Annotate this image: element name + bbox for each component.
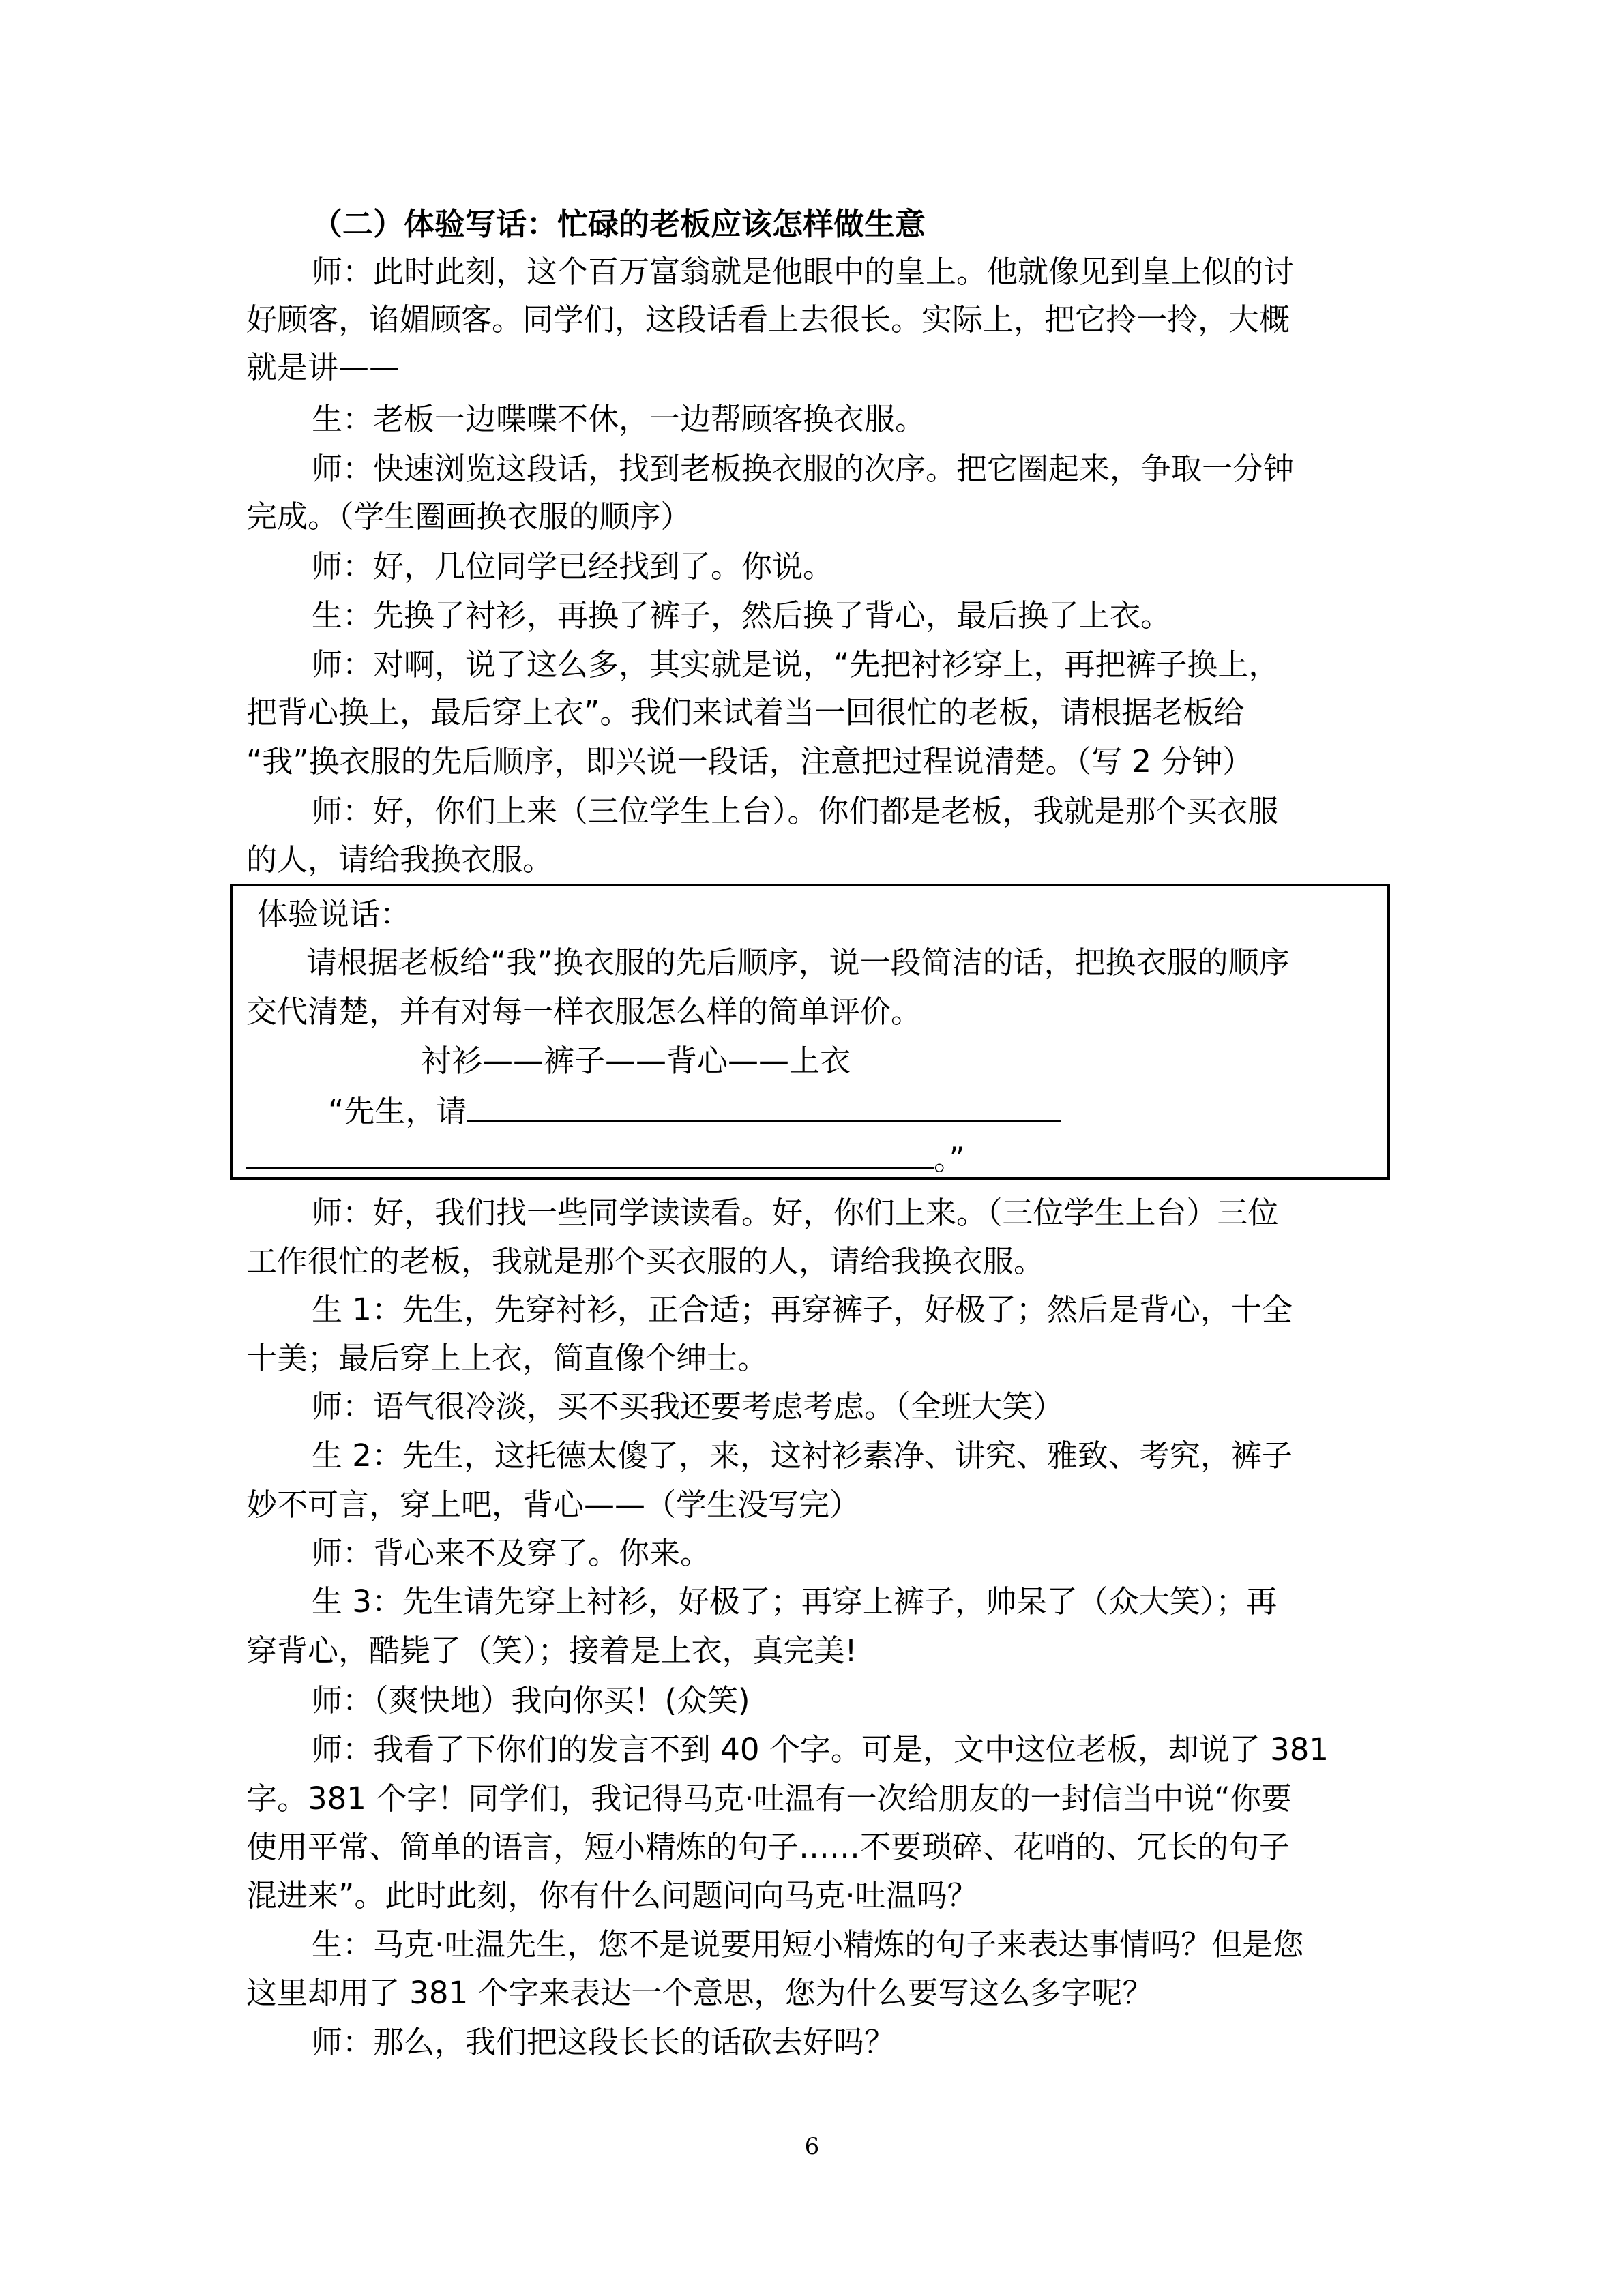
paragraph-line: 的人，请给我换衣服。 [246, 841, 554, 878]
paragraph-line: 工作很忙的老板，我就是那个买衣服的人，请给我换衣服。 [246, 1243, 1045, 1279]
paragraph-line: 完成。（学生圈画换衣服的顺序） [246, 498, 692, 535]
paragraph-line: 师：好，几位同学已经找到了。你说。 [312, 548, 834, 584]
paragraph-line: 师：语气很冷淡，买不买我还要考虑考虑。（全班大笑） [312, 1388, 1064, 1425]
paragraph-line: 师：那么，我们把这段长长的话砍去好吗？ [312, 2024, 896, 2060]
paragraph-line: 把背心换上，最后穿上衣”。我们来试着当一回很忙的老板，请根据老板给 [246, 694, 1245, 730]
paragraph-line: 好顾客，谄媚顾客。同学们，这段话看上去很长。实际上，把它拎一拎，大概 [246, 301, 1290, 338]
answer-prompt-end [246, 1137, 965, 1180]
paragraph-line: 师：背心来不及穿了。你来。 [312, 1535, 711, 1571]
paragraph-line: 师：好，你们上来（三位学生上台）。你们都是老板，我就是那个买衣服 [312, 793, 1279, 829]
paragraph-line: 生：马克·吐温先生，您不是说要用短小精炼的句子来表达事情吗？但是您 [312, 1926, 1304, 1963]
paragraph-line: 师：我看了下你们的发言不到 40 个字。可是，文中这位老板，却说了 381 [312, 1731, 1329, 1768]
paragraph-line: 妙不可言，穿上吧，背心——（学生没写完） [246, 1487, 861, 1523]
paragraph-line: 十美；最后穿上上衣，简直像个绅士。 [246, 1340, 769, 1376]
paragraph-line: 生：先换了衬衫，再换了裤子，然后换了背心，最后换了上衣。 [312, 597, 1172, 633]
paragraph-line: 生 2：先生，这托德太傻了，来，这衬衫素净、讲究、雅致、考究，裤子 [312, 1437, 1293, 1474]
exercise-title: 体验说话： [257, 896, 411, 932]
paragraph-line: 师：快速浏览这段话，找到老板换衣服的次序。把它圈起来，争取一分钟 [312, 451, 1295, 487]
paragraph-line: 穿背心，酷毙了（笑）；接着是上衣，真完美! [246, 1632, 857, 1669]
paragraph-line: 师：好，我们找一些同学读读看。好，你们上来。（三位学生上台）三位 [312, 1195, 1279, 1231]
paragraph-line: “我”换衣服的先后顺序，即兴说一段话，注意把过程说清楚。（写 2 分钟） [246, 743, 1254, 779]
page-number: 6 [804, 2133, 820, 2160]
exercise-instruction: 交代清楚，并有对每一样衣服怎么样的简单评价。 [246, 994, 922, 1030]
paragraph-line: 师：此时此刻，这个百万富翁就是他眼中的皇上。他就像见到皇上似的讨 [312, 254, 1295, 290]
exercise-instruction: 请根据老板给“我”换衣服的先后顺序，说一段简洁的话，把换衣服的顺序 [306, 944, 1290, 981]
paragraph-line: 师：对啊，说了这么多，其实就是说，“先把衬衫穿上，再把裤子换上， [312, 646, 1280, 683]
section-heading: （二）体验写话：忙碌的老板应该怎样做生意 [312, 206, 926, 242]
clothing-sequence: 衬衫——裤子——背心——上衣 [421, 1043, 851, 1079]
paragraph-line: 使用平常、简单的语言，短小精炼的句子……不要琐碎、花哨的、冗长的句子 [246, 1829, 1290, 1865]
paragraph-line: 字。381 个字！同学们，我记得马克·吐温有一次给朋友的一封信当中说“你要 [246, 1780, 1292, 1817]
paragraph-line: 混进来”。此时此刻，你有什么问题问向马克·吐温吗？ [246, 1877, 978, 1913]
paragraph-line: 生：老板一边喋喋不休，一边帮顾客换衣服。 [312, 401, 926, 437]
paragraph-line: 生 1：先生，先穿衬衫，正合适；再穿裤子，好极了；然后是背心，十全 [312, 1292, 1293, 1328]
paragraph-line: 就是讲—— [246, 349, 400, 385]
answer-prompt-text: “先生，请 [328, 1093, 467, 1129]
paragraph-line: 这里却用了 381 个字来表达一个意思，您为什么要写这么多字呢？ [246, 1975, 1153, 2011]
answer-prompt-close: 。” [934, 1141, 965, 1177]
paragraph-line: 生 3：先生请先穿上衬衫，好极了；再穿上裤子，帅呆了（众大笑）；再 [312, 1583, 1278, 1620]
answer-blank[interactable] [467, 1090, 1061, 1122]
paragraph-line: 师：（爽快地）我向你买！(众笑) [312, 1682, 750, 1718]
answer-blank[interactable] [246, 1137, 934, 1169]
answer-prompt [328, 1090, 1061, 1132]
